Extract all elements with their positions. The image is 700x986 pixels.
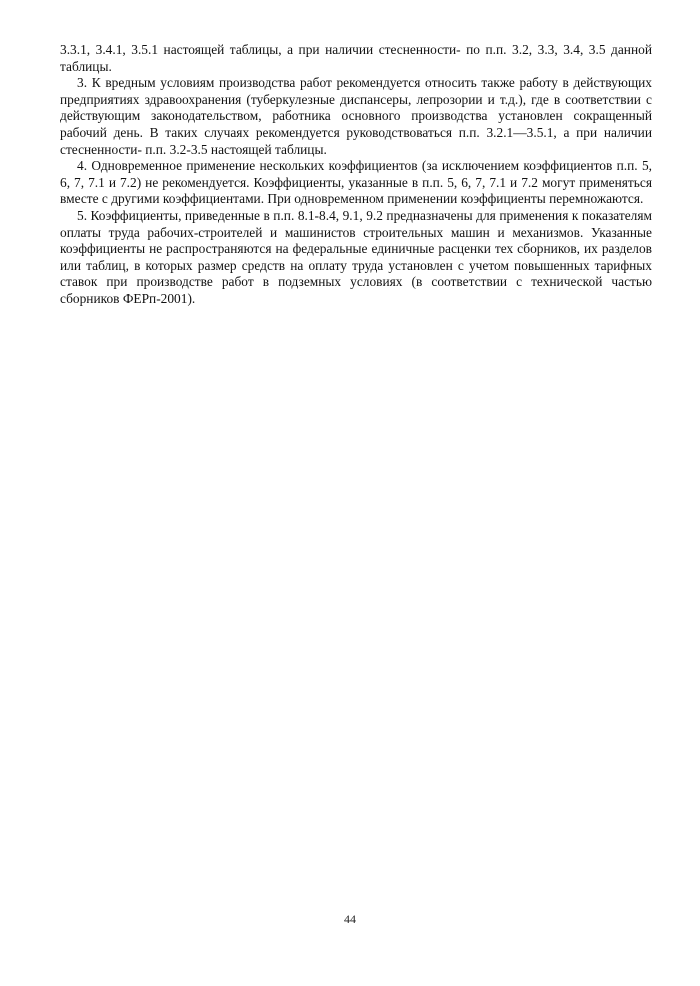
document-body [60, 42, 652, 308]
paragraph-3: 3. К вредным условиям производства работ рекомендуется относить также работу в действующих предприятиях здравоохранения (туберкулезные диспансеры, лепрозории и т.д.), где в соответствии с действующим законодательством, работника основного производства установлен сокращенный рабочий день. В таких случаях рекомендуется руководствоваться п.п. 3.2.1—3.5.1, а при наличии стесненности- п.п. 3.2-3.5 настоящей таблицы. [60, 75, 652, 157]
paragraph-4: 4. Одновременное применение нескольких коэффициентов (за исключением коэффициентов п.п. 5, 6, 7, 7.1 и 7.2) не рекомендуется. Коэффициенты, указанные в п.п. 5, 6, 7, 7.1 и 7.2 могут применяться вместе с другими коэффициентами. При одновременном применении коэффициенты перемножаются. [60, 158, 652, 207]
page-number: 44 [344, 912, 356, 926]
paragraph-continuation: 3.3.1, 3.4.1, 3.5.1 настоящей таблицы, а при наличии стесненности- по п.п. 3.2, 3.3, 3.4, 3.5 данной таблицы. [60, 42, 652, 74]
paragraph-5: 5. Коэффициенты, приведенные в п.п. 8.1-8.4, 9.1, 9.2 предназначены для применения к показателям оплаты труда рабочих-строителей и машинистов строительных машин и механизмов. Указанные коэффициенты не распространяются на федеральные единичные расценки тех сборников, их разделов или таблиц, в которых размер средств на оплату труда установлен с учетом повышенных тарифных ставок при производстве работ в подземных условиях (в соответствии с технической частью сборников ФЕРп-2001). [60, 207, 652, 306]
